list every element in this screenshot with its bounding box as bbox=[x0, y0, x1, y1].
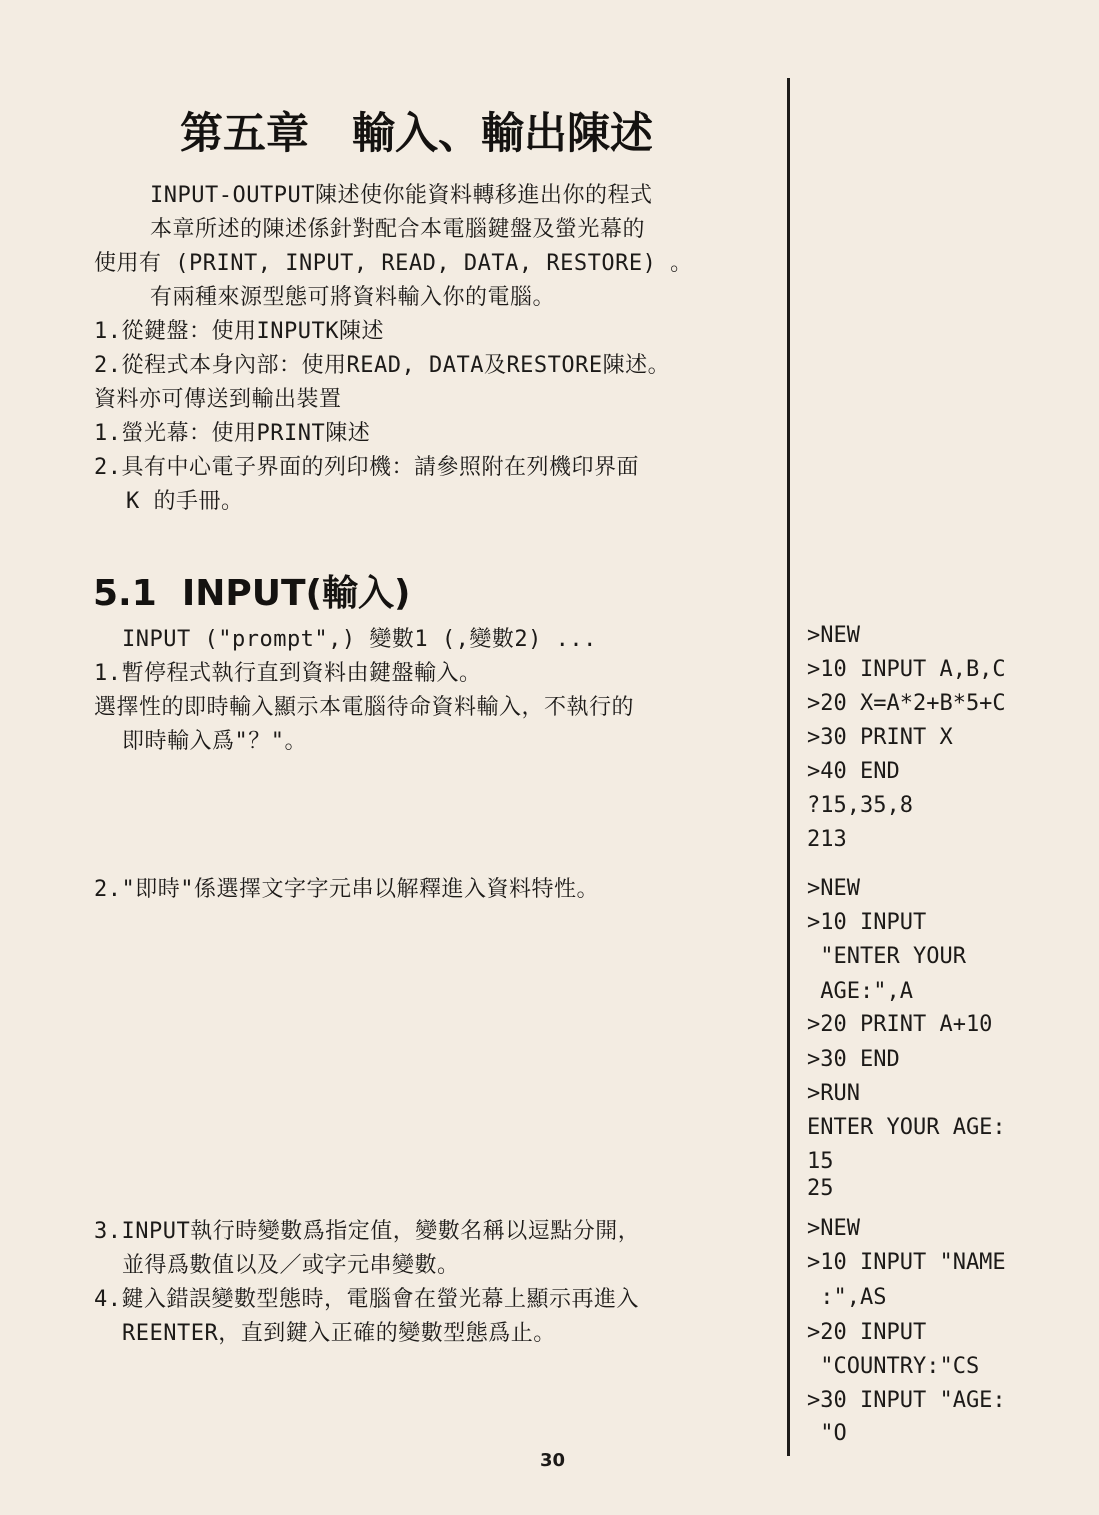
code-line: >20 PRINT A+10 bbox=[807, 1012, 993, 1037]
code-line: ?15,35,8 bbox=[807, 793, 913, 818]
chapter-title: 第五章 輸入、輸出陳述 bbox=[180, 109, 653, 159]
item-1-line: 1.暫停程式執行直到資料由鍵盤輸入。 bbox=[94, 661, 482, 686]
item-2-line: 2."即時"係選擇文字字元串以解釋進入資料特性。 bbox=[94, 877, 599, 902]
code-line: >40 END bbox=[807, 759, 900, 784]
code-line: >NEW bbox=[807, 876, 860, 901]
code-line: 15 bbox=[807, 1149, 834, 1174]
code-line: 25 bbox=[807, 1176, 834, 1201]
intro-line: 資料亦可傳送到輸出裝置 bbox=[94, 387, 342, 412]
code-line: >20 X=A*2+B*5+C bbox=[807, 691, 1006, 716]
intro-line: INPUT-OUTPUT陳述使你能資料轉移進出你的程式 bbox=[150, 183, 653, 208]
code-line: >10 INPUT A,B,C bbox=[807, 657, 1006, 682]
code-line: >30 INPUT "AGE: bbox=[807, 1388, 1006, 1413]
code-line: "ENTER YOUR bbox=[807, 944, 966, 969]
intro-line: 2.具有中心電子界面的列印機：請參照附在列機印界面 bbox=[94, 455, 639, 480]
code-line: >30 END bbox=[807, 1047, 900, 1072]
code-line: >30 PRINT X bbox=[807, 725, 953, 750]
input-syntax: INPUT ("prompt",) 變數1 (,變數2) ... bbox=[122, 627, 597, 652]
code-line: :",AS bbox=[807, 1285, 887, 1310]
item-4-line: 4.鍵入錯誤變數型態時，電腦會在螢光幕上顯示再進入 bbox=[94, 1287, 639, 1312]
code-line: AGE:",A bbox=[807, 979, 913, 1004]
code-line: "COUNTRY:"CS bbox=[807, 1354, 980, 1379]
intro-line: K 的手冊。 bbox=[126, 489, 244, 514]
intro-line: 1.螢光幕：使用PRINT陳述 bbox=[94, 421, 371, 446]
code-line: "O bbox=[807, 1421, 847, 1446]
item-3-line: 並得爲數值以及／或字元串變數。 bbox=[122, 1253, 460, 1278]
code-line: >NEW bbox=[807, 623, 860, 648]
intro-line: 1.從鍵盤：使用INPUTK陳述 bbox=[94, 319, 384, 344]
code-line: >10 INPUT bbox=[807, 910, 927, 935]
column-divider bbox=[787, 78, 790, 1456]
item-1-line: 選擇性的即時輸入顯示本電腦待命資料輸入，不執行的 bbox=[94, 695, 635, 720]
page-number: 30 bbox=[540, 1450, 566, 1471]
section-title: 5.1 INPUT(輸入) bbox=[93, 573, 411, 614]
code-line: 213 bbox=[807, 827, 847, 852]
code-line: >20 INPUT bbox=[807, 1320, 927, 1345]
intro-line: 有兩種來源型態可將資料輸入你的電腦。 bbox=[150, 285, 556, 310]
item-1-line: 即時輸入爲"？"。 bbox=[122, 729, 307, 754]
code-line: >RUN bbox=[807, 1081, 860, 1106]
code-line: >NEW bbox=[807, 1216, 860, 1241]
code-line: >10 INPUT "NAME bbox=[807, 1250, 1006, 1275]
intro-line: 2.從程式本身內部：使用READ, DATA及RESTORE陳述。 bbox=[94, 353, 671, 378]
code-line: ENTER YOUR AGE: bbox=[807, 1115, 1006, 1140]
item-3-line: 3.INPUT執行時變數爲指定值，變數名稱以逗點分開， bbox=[94, 1219, 641, 1244]
item-4-line: REENTER，直到鍵入正確的變數型態爲止。 bbox=[122, 1321, 556, 1346]
intro-line: 本章所述的陳述係針對配合本電腦鍵盤及螢光幕的 bbox=[150, 217, 646, 242]
intro-line: 使用有 (PRINT, INPUT, READ, DATA, RESTORE) 。 bbox=[94, 251, 693, 276]
